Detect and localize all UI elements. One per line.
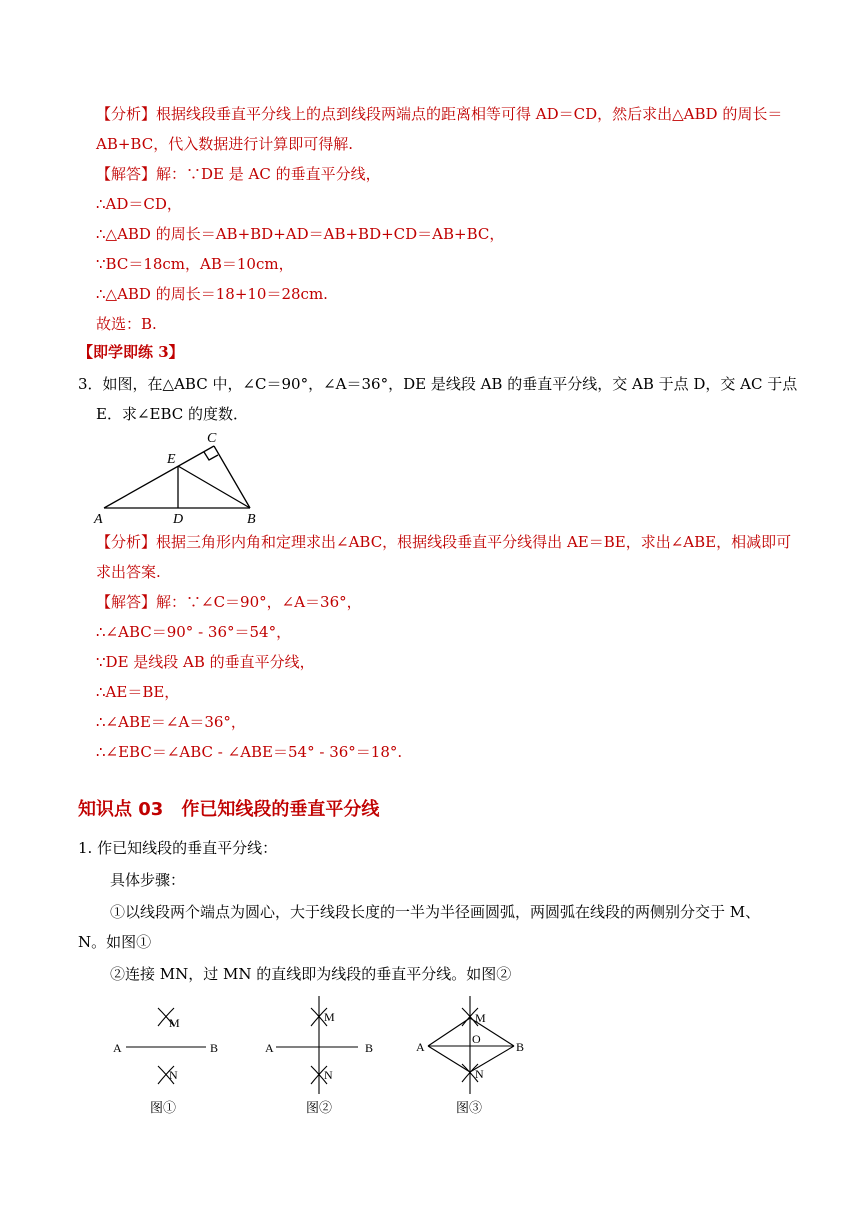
practice-analysis-1: 【分析】根据三角形内角和定理求出∠ABC，根据线段垂直平分线得出 AE＝BE，求出∠ABE，相减即可 <box>96 533 792 551</box>
solution-line-4: ∵BC＝18cm，AB＝10cm， <box>96 255 294 273</box>
fig3-label-a: A <box>416 1040 425 1054</box>
fig3-segment-am <box>428 1018 470 1046</box>
analysis-line-2: AB+BC，代入数据进行计算即可得解. <box>96 135 353 153</box>
fig1-label-n: N <box>169 1068 178 1082</box>
practice-analysis-2: 求出答案. <box>96 563 161 581</box>
question-line-1: 3．如图，在△ABC 中，∠C＝90°，∠A＝36°，DE 是线段 AB 的垂直平分线，交 AB 于点 D，交 AC 于点 <box>78 375 798 393</box>
fig3-label-n: N <box>475 1067 484 1081</box>
step1-line-a: ①以线段两个端点为圆心，大于线段长度的一半为半径画圆弧，两圆弧在线段的两侧别分交于 M、 <box>110 903 761 921</box>
practice-solution-4: ∴AE＝BE， <box>96 683 180 701</box>
fig2-label-a: A <box>265 1041 274 1055</box>
fig2-caption: 图② <box>306 1100 333 1115</box>
triangle-figure <box>90 426 270 530</box>
label-c: C <box>207 431 217 446</box>
fig3-segment-an <box>428 1046 470 1072</box>
section-heading: 知识点 03 作已知线段的垂直平分线 <box>78 799 380 820</box>
question-line-2: E．求∠EBC 的度数． <box>96 405 249 423</box>
practice-solution-5: ∴∠ABE＝∠A＝36°， <box>96 713 246 731</box>
figure-3 <box>408 994 534 1118</box>
fig3-label-m: M <box>475 1011 486 1025</box>
fig1-caption: 图① <box>150 1100 177 1115</box>
label-b: B <box>247 512 256 527</box>
practice-solution-2: ∴∠ABC＝90° - 36°＝54°， <box>96 623 292 641</box>
practice-solution-6: ∴∠EBC＝∠ABC - ∠ABE＝54° - 36°＝18°. <box>96 743 403 761</box>
fig3-caption: 图③ <box>456 1100 483 1115</box>
answer-line: 故选：B. <box>96 315 157 333</box>
right-angle-mark <box>204 452 218 460</box>
solution-line-3: ∴△ABD 的周长＝AB+BD+AD＝AB+BD+CD＝AB+BC， <box>96 225 505 243</box>
label-a: A <box>94 512 103 527</box>
knowledge-item-1: 1. 作已知线段的垂直平分线： <box>78 839 278 857</box>
fig3-label-o: O <box>472 1032 481 1046</box>
figure-1 <box>106 1000 226 1118</box>
label-d: D <box>173 512 184 527</box>
step2-line: ②连接 MN，过 MN 的直线即为线段的垂直平分线。如图② <box>110 965 512 983</box>
fig1-label-a: A <box>113 1041 122 1055</box>
solution-line-2: ∴AD＝CD， <box>96 195 182 213</box>
figure-2 <box>262 994 382 1118</box>
fig1-label-b: B <box>210 1041 219 1055</box>
fig1-label-m: M <box>169 1016 180 1030</box>
solution-line-1: 【解答】解：∵DE 是 AC 的垂直平分线， <box>96 165 381 183</box>
segment-cb <box>214 446 250 508</box>
step1-line-b: N。如图① <box>78 933 152 951</box>
segment-eb <box>178 466 250 508</box>
fig3-label-b: B <box>516 1040 525 1054</box>
fig2-label-n: N <box>324 1068 333 1082</box>
practice-title: 【即学即练 3】 <box>78 343 184 361</box>
practice-solution-1: 【解答】解：∵∠C＝90°，∠A＝36°， <box>96 593 362 611</box>
solution-line-5: ∴△ABD 的周长＝18+10＝28cm. <box>96 285 328 303</box>
fig2-label-m: M <box>324 1010 335 1024</box>
fig2-label-b: B <box>365 1041 374 1055</box>
label-e: E <box>167 452 176 467</box>
steps-title: 具体步骤： <box>110 871 186 889</box>
practice-solution-3: ∵DE 是线段 AB 的垂直平分线， <box>96 653 315 671</box>
analysis-line-1: 【分析】根据线段垂直平分线上的点到线段两端点的距离相等可得 AD＝CD，然后求出△ABD 的周长＝ <box>96 105 783 123</box>
